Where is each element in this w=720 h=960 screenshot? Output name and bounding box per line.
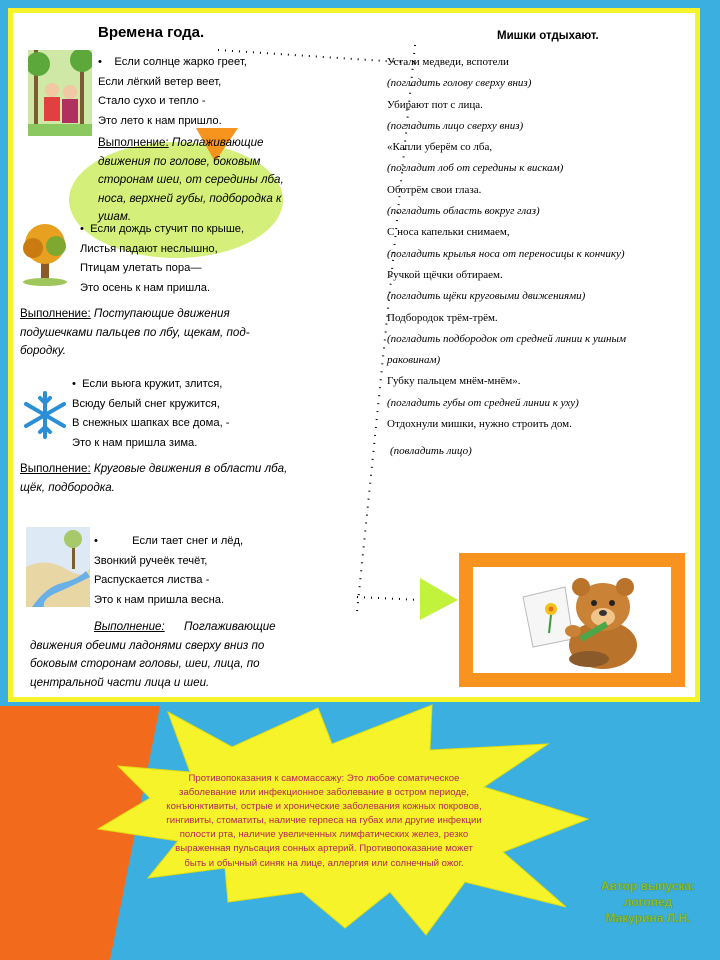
- poem-line: Это лето к нам пришло.: [98, 114, 222, 127]
- execution-label: Выполнение:: [94, 620, 165, 633]
- bears-instruction-line: раковинам): [387, 354, 441, 367]
- bears-poem-line: С носа капельки снимаем,: [387, 226, 510, 239]
- bears-instruction-line: (погладить крылья носа от переносицы к кончику): [387, 247, 625, 260]
- poem-line: Звонкий ручеёк течёт,: [94, 554, 208, 567]
- bears-instruction-line: (погладить щёки круговыми движениями): [387, 290, 586, 303]
- bears-instruction-line: (погладит лоб от середины к вискам): [387, 162, 564, 175]
- poem-line: • Если дождь стучит по крыше,: [80, 223, 245, 235]
- poem-line: • Если солнце жарко греет,: [98, 56, 247, 68]
- poem-line: Это к нам пришла зима.: [72, 436, 198, 449]
- bullet: •: [98, 56, 115, 68]
- poem-line: Это осень к нам пришла.: [80, 281, 211, 294]
- bears-poem-line: Устали медведи, вспотели: [387, 56, 509, 68]
- author-block: [580, 878, 716, 926]
- bears-poem-line: Убирают пот с лица.: [387, 98, 483, 111]
- execution-text: Поглаживающие движения по голове, боковым сторонам шеи, от середины лба, носа, верхней губы, подбородка к ушам.: [98, 136, 284, 223]
- execution-label: Выполнение:: [98, 136, 169, 149]
- poem-line: Птицам улетать пора—: [80, 262, 202, 274]
- bears-title: Мишки отдыхают.: [497, 30, 599, 42]
- poem-line: • Если тает снег и лёд,: [94, 535, 244, 547]
- seasons-title: Времена года.: [98, 24, 205, 41]
- bears-instruction-line: (погладить подбородок от средней линии к ушным: [387, 332, 626, 345]
- bears-instruction-line: (погладить голову сверху вниз): [387, 77, 532, 90]
- contraindications-text: Противопоказания к самомассажу: Это любое соматическое заболевание или инфекционное заболевание в остром периоде, конъюнктивиты, острые и хронические заболевания кожных покровов, гингивиты, стоматиты, наличие герпеса на губах или другие инфекции полости рта, наличие увеличенных лимфатических желез, резко выраженная пульсация сонных артерий. Противопоказание может быть и обычный синяк на лице, аллергия или солнечный ожог.: [166, 773, 482, 869]
- poem-line: Стало сухо и тепло -: [98, 95, 206, 107]
- bullet: •: [80, 223, 91, 235]
- bears-instruction-line: (погладить лицо сверху вниз): [387, 119, 524, 132]
- bears-poem-line: Подбородок трём-трём.: [387, 311, 498, 324]
- poem-line: Если лёгкий ветер веет,: [98, 75, 222, 88]
- bears-last-note: (повладить лицо): [390, 445, 472, 457]
- poem-line: Распускается листва -: [94, 574, 210, 586]
- bullet: •: [94, 535, 133, 547]
- bears-instruction-line: (погладить губы от средней линии к уху): [387, 396, 579, 409]
- execution-label: Выполнение:: [20, 307, 91, 320]
- bears-poem-line: Ручкой щёчки обтираем.: [387, 268, 503, 281]
- bullet: •: [72, 378, 83, 390]
- execution-label: Выполнение:: [20, 462, 91, 475]
- bears-poem-line: «Капли уберём со лба,: [387, 141, 493, 154]
- poem-line: • Если вьюга кружит, злится,: [72, 378, 223, 390]
- bears-instruction-line: (погладить область вокруг глаз): [387, 205, 540, 218]
- bears-poem-line: Отдохнули мишки, нужно строить дом.: [387, 418, 572, 431]
- author-line: логопед: [623, 895, 673, 909]
- poem-line: Листья падают неслышно,: [80, 242, 218, 255]
- poem-line: Это к нам пришла весна.: [94, 593, 225, 606]
- execution-text: Поглаживающие движения обеими ладонями сверху вниз по боковым сторонам головы, шеи, лица, по центральной части лица и шеи.: [30, 620, 276, 689]
- author-line: Автор выпуска:: [600, 879, 696, 893]
- poem-line: В снежных шапках все дома, -: [72, 417, 230, 429]
- execution-text: Поступающие движения подушечками пальцев по лбу, щекам, под-бородку.: [20, 307, 250, 357]
- bears-poem-line: Губку пальцем мнём-мнём».: [387, 375, 521, 388]
- author-line: Макурина Л.Н.: [605, 911, 691, 925]
- poem-line: Всюду белый снег кружится,: [72, 397, 220, 410]
- execution-text: Круговые движения в области лба, щёк, подбородка.: [20, 462, 288, 494]
- bears-poem-line: Оботрём свои глаза.: [387, 183, 482, 196]
